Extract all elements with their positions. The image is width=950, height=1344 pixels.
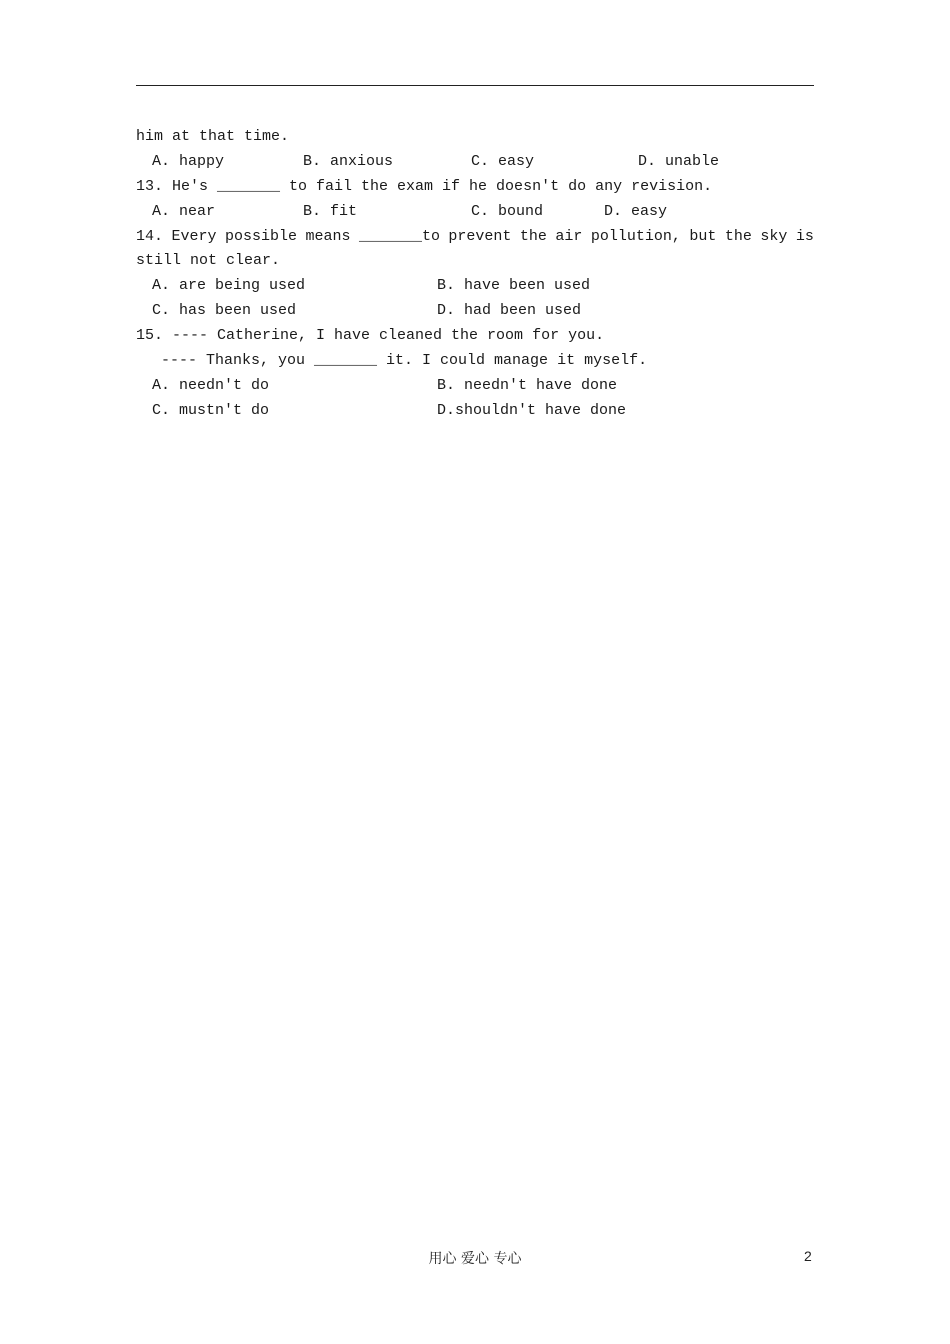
option-a: A. near: [152, 202, 216, 220]
option-d: D. easy: [604, 202, 668, 220]
option-c: C. bound: [471, 202, 544, 220]
option-b: B. have been used: [437, 277, 591, 295]
word: possible: [224, 227, 297, 245]
option-a: A. needn't do: [152, 376, 270, 394]
option-a: A. are being used: [152, 277, 306, 295]
page-number: 2: [804, 1248, 812, 1264]
option-a: A. happy: [152, 152, 225, 170]
word: pollution,: [590, 227, 681, 245]
word: air: [555, 227, 583, 245]
answer-blank: _______to: [358, 227, 440, 245]
question-12-stem-continuation: him at that time.: [136, 128, 290, 145]
word: is: [795, 227, 814, 245]
question-15-options-row-1: [136, 374, 814, 399]
question-15-stem: 15. ---- Catherine, I have cleaned the room for you.: [136, 327, 605, 345]
word: Every: [171, 227, 217, 245]
option-b: B. fit: [303, 202, 358, 220]
word: the: [519, 227, 547, 245]
word: 14.: [136, 227, 164, 245]
option-c: C. has been used: [152, 302, 297, 320]
question-15-reply: [136, 349, 814, 374]
option-d: D.shouldn't have done: [437, 401, 627, 419]
word: but: [689, 227, 717, 245]
option-c: C. mustn't do: [152, 401, 270, 419]
question-15-options-row-2: [136, 399, 814, 424]
reply-text: ---- Thanks, you _______ it. I could manage it myself.: [161, 352, 648, 370]
question-14-stem: [136, 225, 814, 250]
option-b: B. needn't have done: [437, 376, 618, 394]
question-content: [136, 125, 814, 424]
header-rule: [136, 85, 814, 86]
question-13-stem: 13. He's _______ to fail the exam if he doesn't do any revision.: [136, 177, 713, 195]
question-12-options: [136, 150, 814, 175]
question-14-options-row-2: [136, 299, 814, 324]
option-b: B. anxious: [303, 152, 394, 170]
option-d: D. had been used: [437, 302, 582, 320]
question-14-stem-continuation: still not clear.: [136, 252, 281, 270]
word: sky: [760, 227, 788, 245]
word: prevent: [448, 227, 512, 245]
footer-motto: 用心 爱心 专心: [428, 1251, 522, 1267]
question-13-options: [136, 200, 814, 225]
word: means: [305, 227, 351, 245]
option-d: D. unable: [638, 152, 720, 170]
option-c: C. easy: [471, 152, 535, 170]
question-14-options-row-1: [136, 274, 814, 299]
word: the: [724, 227, 752, 245]
